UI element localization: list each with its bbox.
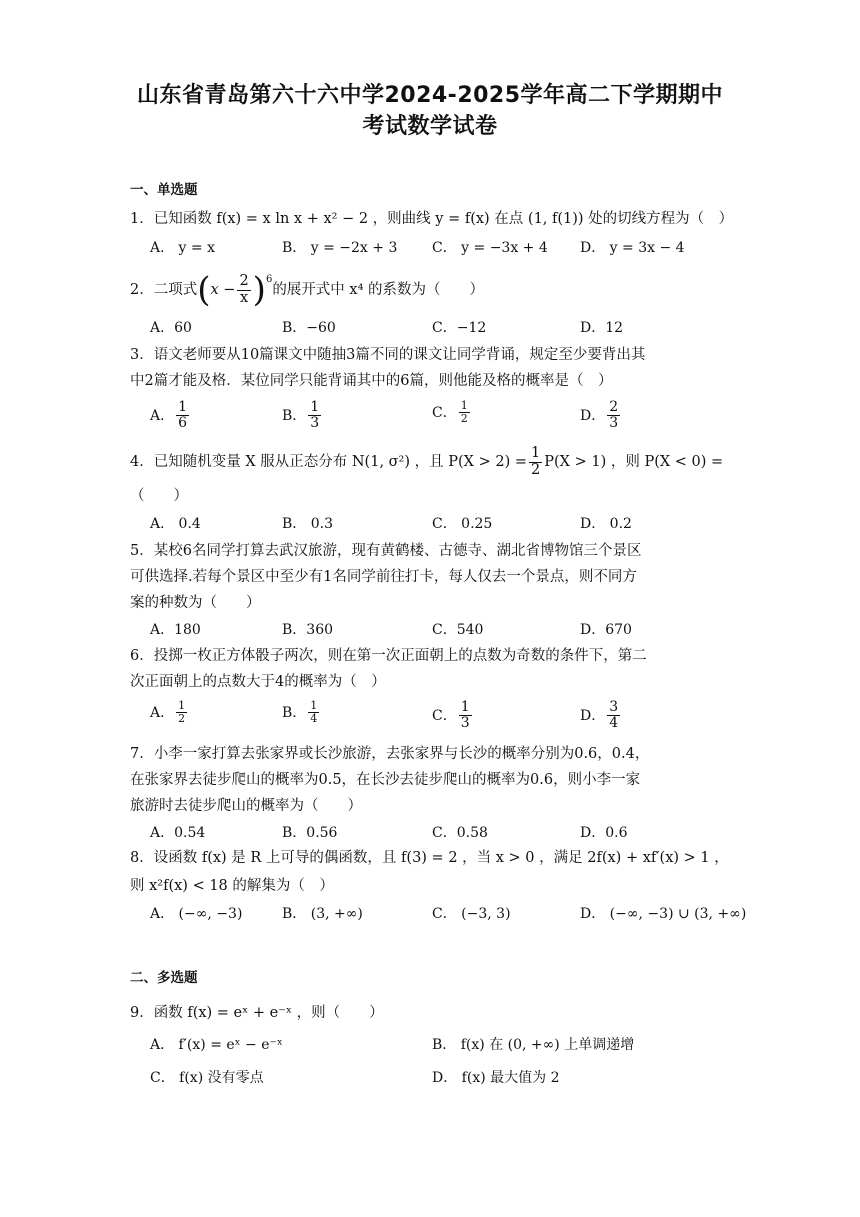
q5-stem-2: 可供选择.若每个景区中至少有1名同学前往打卡，每人仅去一个景点，则不同方 xyxy=(130,569,637,585)
q3-a-label: A． xyxy=(150,407,175,424)
q5-stem-3: 案的种数为（ ） xyxy=(130,595,261,611)
q6-c-num: 1 xyxy=(460,699,470,715)
q8-option-d: D． (−∞, −3) ∪ (3, +∞) xyxy=(580,906,747,922)
q1-stem: 1．已知函数 f(x) = x ln x + x² − 2 ，则曲线 y = f(x) 在点 (1, f(1)) 处的切线方程为（ ） xyxy=(130,211,734,227)
section-single-choice: 一、单选题 xyxy=(130,182,198,198)
q8-option-b: B． (3, +∞) xyxy=(282,906,363,922)
q4-stem xyxy=(130,446,723,478)
q6-c-frac xyxy=(459,700,472,732)
q8-stem-1: 8．设函数 f(x) 是 R 上可导的偶函数，且 f(3) = 2 ，当 x > 0 ，满足 2f(x) + xf′(x) > 1 ， xyxy=(130,850,729,866)
q2-prefix: 2．二项式 xyxy=(130,282,198,298)
q3-c-den: 2 xyxy=(460,412,468,426)
q6-option-b xyxy=(282,700,321,725)
q4-option-b: B． 0.3 xyxy=(282,516,334,532)
q3-c-label: C． xyxy=(432,404,457,421)
q2-exponent: 6 xyxy=(265,274,273,285)
q7-option-d: D．0.6 xyxy=(580,825,628,841)
q3-stem-1: 3．语文老师要从10篇课文中随抽3篇不同的课文让同学背诵，规定至少要背出其 xyxy=(130,347,646,363)
q3-b-frac xyxy=(308,400,321,432)
q6-c-label: C． xyxy=(432,707,457,724)
q4-stem-2: （ ） xyxy=(130,488,188,504)
q3-d-den: 3 xyxy=(609,415,619,432)
q8-option-a: A． (−∞, −3) xyxy=(150,906,243,922)
q5-option-d: D．670 xyxy=(580,622,632,638)
q7-option-b: B．0.56 xyxy=(282,825,338,841)
q1-option-a: A． y = x xyxy=(150,240,215,256)
q6-a-den: 2 xyxy=(178,712,186,726)
q1-option-c: C． y = −3x + 4 xyxy=(432,240,548,256)
q2-option-c: C．−12 xyxy=(432,320,487,336)
q4-stem-b: P(X > 1) ，则 P(X < 0) = xyxy=(544,454,724,470)
q2-fraction xyxy=(237,274,250,307)
q6-a-frac xyxy=(176,700,187,725)
q3-stem-2: 中2篇才能及格．某位同学只能背诵其中的6篇，则他能及格的概率是（ ） xyxy=(130,373,613,389)
q3-c-frac xyxy=(459,400,470,425)
q3-a-frac xyxy=(176,400,189,432)
q6-d-label: D． xyxy=(580,707,606,724)
q3-option-b xyxy=(282,400,323,432)
q7-stem-3: 旅游时去徒步爬山的概率为（ ） xyxy=(130,798,362,814)
q9-option-d: D． f(x) 最大值为 2 xyxy=(432,1070,560,1086)
q9-option-c: C． f(x) 没有零点 xyxy=(150,1070,264,1086)
q4-option-a: A． 0.4 xyxy=(150,516,201,532)
q9-option-a: A． f′(x) = eˣ − e⁻ˣ xyxy=(150,1037,283,1053)
q2-suffix: 的展开式中 x⁴ 的系数为（ ） xyxy=(272,282,485,298)
q3-a-den: 6 xyxy=(178,415,188,432)
q6-stem-1: 6．投掷一枚正方体骰子两次，则在第一次正面朝上的点数为奇数的条件下，第二 xyxy=(130,648,647,664)
q6-b-num: 1 xyxy=(310,699,318,712)
q6-d-den: 4 xyxy=(609,715,619,732)
q5-stem-1: 5．某校6名同学打算去武汉旅游，现有黄鹤楼、古德寺、湖北省博物馆三个景区 xyxy=(130,543,642,559)
q6-b-label: B． xyxy=(282,704,307,721)
q3-b-label: B． xyxy=(282,407,307,424)
q3-b-den: 3 xyxy=(310,415,320,432)
q4-option-c: C． 0.25 xyxy=(432,516,493,532)
q5-option-a: A．180 xyxy=(150,622,201,638)
q6-stem-2: 次正面朝上的点数大于4的概率为（ ） xyxy=(130,674,386,690)
q4-frac xyxy=(529,446,542,479)
q4-stem-a: 4．已知随机变量 X 服从正态分布 N(1, σ²) ，且 P(X > 2) = xyxy=(130,454,527,470)
title-line-1: 山东省青岛第六十六中学2024-2025学年高二下学期期中 xyxy=(136,83,724,108)
q7-stem-1: 7．小李一家打算去张家界或长沙旅游，去张家界与长沙的概率分别为0.6，0.4， xyxy=(130,746,650,762)
section-multiple-choice: 二、多选题 xyxy=(130,970,198,986)
q3-d-label: D． xyxy=(580,407,606,424)
q3-option-d xyxy=(580,400,622,432)
q6-option-d xyxy=(580,700,622,732)
q3-b-num: 1 xyxy=(310,399,320,415)
q6-option-a xyxy=(150,700,189,725)
q3-d-num: 2 xyxy=(609,399,619,415)
q4-frac-num: 1 xyxy=(531,444,541,461)
q7-option-a: A．0.54 xyxy=(150,825,206,841)
q4-frac-den: 2 xyxy=(531,461,541,478)
q6-a-label: A． xyxy=(150,704,175,721)
q1-option-b: B． y = −2x + 3 xyxy=(282,240,398,256)
q6-d-num: 3 xyxy=(609,699,619,715)
q2-frac-den: x xyxy=(239,289,249,306)
q2-stem xyxy=(130,268,484,312)
q5-option-c: C．540 xyxy=(432,622,484,638)
q2-option-d: D．12 xyxy=(580,320,624,336)
q2-option-b: B．−60 xyxy=(282,320,336,336)
q6-c-den: 3 xyxy=(460,715,470,732)
q7-option-c: C．0.58 xyxy=(432,825,488,841)
q2-frac-num: 2 xyxy=(239,272,249,289)
q2-option-a: A．60 xyxy=(150,320,192,336)
q6-b-den: 4 xyxy=(310,712,318,726)
q1-option-d: D． y = 3x − 4 xyxy=(580,240,685,256)
q4-option-d: D． 0.2 xyxy=(580,516,632,532)
q6-a-num: 1 xyxy=(178,699,186,712)
q3-d-frac xyxy=(607,400,620,432)
title-line-2: 考试数学试卷 xyxy=(362,114,498,139)
q3-option-a xyxy=(150,400,191,432)
q8-stem-2: 则 x²f(x) < 18 的解集为（ ） xyxy=(130,878,334,894)
q6-b-frac xyxy=(308,700,319,725)
q3-a-num: 1 xyxy=(178,399,188,415)
q9-option-b: B． f(x) 在 (0, +∞) 上单调递增 xyxy=(432,1037,635,1053)
q6-option-c xyxy=(432,700,474,732)
q8-option-c: C． (−3, 3) xyxy=(432,906,511,922)
q6-d-frac xyxy=(607,700,620,732)
q9-stem: 9．函数 f(x) = eˣ + e⁻ˣ ，则（ ） xyxy=(130,1005,384,1021)
q3-option-c xyxy=(432,400,472,425)
q7-stem-2: 在张家界去徒步爬山的概率为0.5，在长沙去徒步爬山的概率为0.6，则小李一家 xyxy=(130,772,641,788)
q3-c-num: 1 xyxy=(460,399,468,412)
q2-left-paren: ( xyxy=(197,270,211,310)
q2-right-paren: ) xyxy=(252,270,266,310)
q2-inner: x − xyxy=(210,282,236,298)
q5-option-b: B．360 xyxy=(282,622,334,638)
